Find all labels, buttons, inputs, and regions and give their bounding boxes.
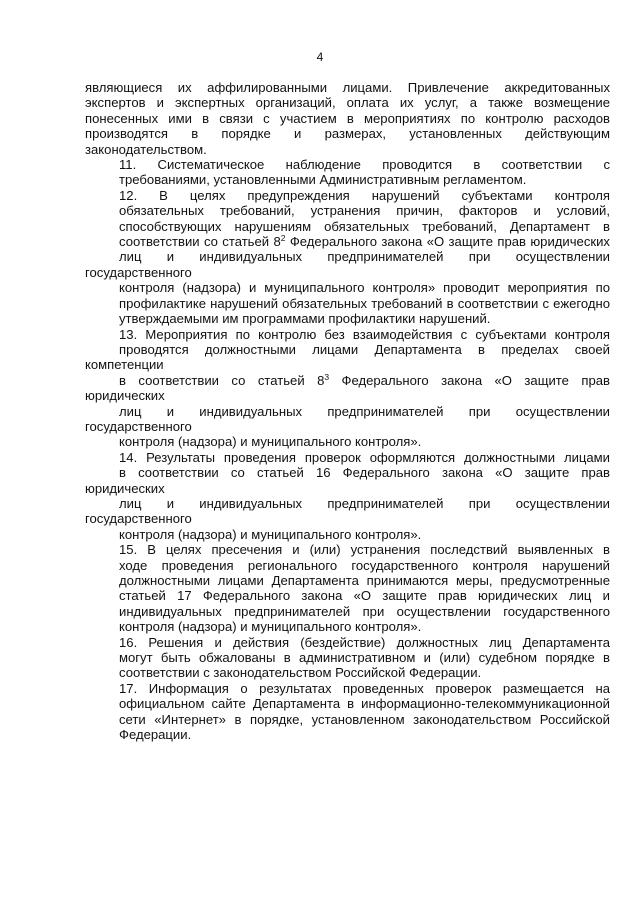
text-line: 14. Результаты проведения проверок оформляются должностными лицами [119, 449, 610, 465]
superscript: 2 [280, 233, 286, 244]
paragraph [85, 450, 610, 542]
superscript: 3 [324, 371, 330, 382]
paragraph [85, 157, 610, 188]
text-segment: Федерального закона «О защите прав юридических [85, 372, 610, 404]
text-line: 15. В целях пресечения и (или) устранения последствий выявленных в [119, 542, 610, 558]
text-line: в соответствии со статьей 16 Федерального закона «О защите прав юридических [85, 465, 610, 496]
text-line: являющиеся их аффилированными лицами. Привлечение аккредитованных [85, 80, 610, 95]
text-line: 16. Решения и действия (бездействие) должностных лиц Департамента [119, 634, 610, 650]
text-line: лиц и индивидуальных предпринимателей при осуществлении государственного [85, 403, 610, 434]
text-line: требованиями, установленными Административным регламентом. [119, 172, 527, 188]
text-line: ходе проведения регионального государственного контроля нарушений [119, 557, 610, 573]
text-line [85, 234, 610, 249]
paragraph [85, 681, 610, 743]
text-line: понесенных ими в связи с участием в мероприятиях по контролю расходов [85, 110, 610, 126]
paragraph [85, 542, 610, 634]
paragraph [85, 80, 610, 157]
text-line [85, 373, 610, 404]
text-line: контроля (надзора) и муниципального контроля» проводит мероприятия по [119, 280, 610, 296]
document-body [85, 80, 610, 742]
paragraph [85, 635, 610, 681]
text-line: могут быть обжалованы в административном и (или) судебном порядке в [119, 650, 610, 666]
text-line: утверждаемыми им программами профилактики нарушений. [119, 311, 491, 327]
text-line: способствующих нарушениям обязательных требований, Департамент в [119, 218, 610, 234]
text-line: соответствии с законодательством Российской Федерации. [119, 665, 482, 681]
text-line: лиц и индивидуальных предпринимателей при осуществлении государственного [85, 495, 610, 527]
text-line: профилактике нарушений обязательных требований в соответствии с ежегодно [119, 295, 610, 311]
text-line: законодательством. [85, 141, 207, 157]
text-line: 11. Систематическое наблюдение проводится в соответствии с [119, 157, 610, 173]
text-line: статьей 17 Федерального закона «О защите прав юридических лиц и [119, 588, 610, 604]
text-line: контроля (надзора) и муниципального контроля». [119, 619, 422, 635]
paragraph [85, 327, 610, 450]
text-line: обязательных требований, устранения причин, факторов и условий, [119, 203, 610, 219]
page-number: 4 [316, 50, 324, 64]
text-line: 13. Мероприятия по контролю без взаимодействия с субъектами контроля [119, 326, 610, 342]
text-line: лиц и индивидуальных предпринимателей при осуществлении государственного [85, 249, 610, 280]
text-line: производятся в порядке и размерах, установленных действующим [85, 126, 610, 142]
text-line: официальном сайте Департамента в информационно-телекоммуникационной [119, 696, 610, 712]
text-segment: соответствии со статьей 8 [119, 234, 281, 250]
text-line: индивидуальных предпринимателей при осуществлении государственного [119, 603, 610, 619]
text-line: Федерации. [119, 727, 192, 743]
text-line: экспертов и экспертных организаций, оплата их услуг, а также возмещение [85, 95, 610, 111]
text-line: контроля (надзора) и муниципального контроля». [119, 526, 422, 542]
text-line: 12. В целях предупреждения нарушений субъектами контроля [119, 187, 610, 203]
text-line: должностными лицами Департамента принимаются меры, предусмотренные [119, 573, 610, 588]
text-segment: в соответствии со статьей 8 [119, 372, 325, 388]
text-line: 17. Информация о результатах проведенных проверок размещается на [119, 680, 610, 696]
text-line: проводятся должностными лицами Департамента в пределах своей компетенции [85, 341, 610, 373]
text-segment: Федерального закона «О защите прав юридических [285, 234, 610, 250]
paragraph [85, 188, 610, 327]
text-line: контроля (надзора) и муниципального контроля». [119, 434, 422, 450]
text-line: сети «Интернет» в порядке, установленном законодательством Российской [119, 711, 610, 727]
